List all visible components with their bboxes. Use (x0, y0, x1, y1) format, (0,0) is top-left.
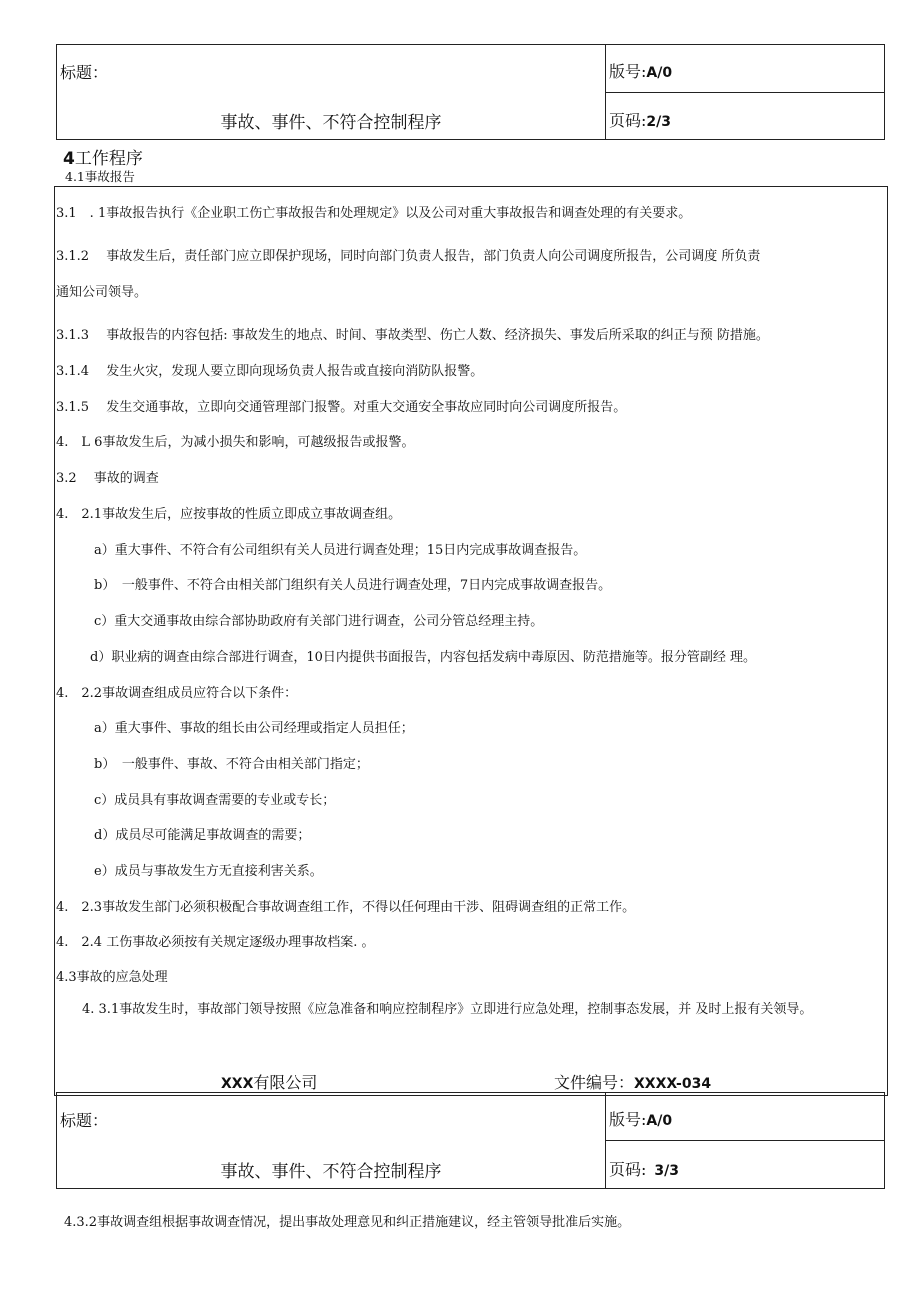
subsection-heading: 4.1事故报告 (65, 169, 135, 184)
paragraph: 4. 2.2事故调查组成员应符合以下条件： (56, 686, 298, 701)
section-heading (63, 144, 143, 169)
list-item: e）成员与事故发生方无直接利害关系。 (94, 864, 323, 879)
page-field (609, 1157, 679, 1180)
document-number-label: 文件编号： (554, 1073, 635, 1092)
row-divider (605, 92, 884, 93)
paragraph: 4. L 6事故发生后，为减小损失和影响，可越级报告或报警。 (56, 435, 415, 450)
list-item: a）重大事件、不符合有公司组织有关人员进行调查处理；15日内完成事故调查报告。 (94, 543, 587, 558)
list-item: d）职业病的调查由综合部进行调查，10日内提供书面报告，内容包括发病中毒原因、防范措施等。报分管副经 理。 (90, 650, 756, 665)
document-title: 事故、事件、不符合控制程序 (220, 1162, 442, 1182)
document-number-value: XXXX-034 (634, 1076, 712, 1092)
document-title: 事故、事件、不符合控制程序 (220, 113, 442, 133)
title-label: 标题： (60, 63, 109, 82)
list-item: b） 一般事件、不符合由相关部门组织有关人员进行调查处理，7日内完成事故调查报告。 (94, 578, 612, 593)
header-table-2 (56, 1092, 885, 1189)
paragraph: 3.1.3 事故报告的内容包括: 事故发生的地点、时间、事故类型、伤亡人数、经济损失、事发后所采取的纠正与预 防措施。 (56, 328, 769, 343)
paragraph: 3.1.2 事故发生后，责任部门应立即保护现场，同时向部门负责人报告，部门负责人向公司调度所报告，公司调度 所负责 (56, 249, 761, 264)
page-value: 3/3 (654, 1163, 680, 1179)
page-label: 页码: (609, 1160, 647, 1179)
paragraph: 3.1.4 发生火灾，发现人要立即向现场负责人报告或直接向消防队报警。 (56, 364, 484, 379)
header-table (56, 44, 885, 140)
list-item: a）重大事件、事故的组长由公司经理或指定人员担任； (94, 721, 414, 736)
content-box (54, 186, 888, 1096)
list-item: c）重大交通事故由综合部协助政府有关部门进行调查，公司分管总经理主持。 (94, 614, 544, 629)
row-divider (605, 1140, 884, 1141)
title-label: 标题： (60, 1111, 109, 1130)
section-title: 工作程序 (74, 149, 143, 169)
paragraph: 4. 2.1事故发生后，应按事故的性质立即成立事故调查组。 (56, 507, 402, 522)
paragraph: 4.3事故的应急处理 (56, 970, 168, 985)
version-value: A/0 (646, 65, 673, 81)
page-field (609, 108, 671, 131)
paragraph: 3.1 . 1事故报告执行《企业职工伤亡事故报告和处理规定》以及公司对重大事故报告和调查处理的有关要求。 (56, 206, 692, 221)
list-item: b） 一般事件、事故、不符合由相关部门指定； (94, 757, 369, 772)
version-value: A/0 (646, 1113, 673, 1129)
section-number: 4 (63, 149, 75, 169)
company-name-bold: XXX (221, 1076, 254, 1092)
page-label: 页码: (609, 111, 647, 130)
paragraph: 4. 3.1事故发生时，事故部门领导按照《应急准备和响应控制程序》立即进行应急处理，控制事态发展，并 及时上报有关领导。 (56, 1002, 813, 1017)
company-name-rest: 有限公司 (253, 1073, 318, 1092)
list-item: d）成员尽可能满足事故调查的需要； (94, 828, 311, 843)
page-value: 2/3 (646, 114, 672, 130)
paragraph: 4. 2.3事故发生部门必须积极配合事故调查组工作，不得以任何理由干涉、阻碍调查组的正常工作。 (56, 900, 636, 915)
version-field (609, 59, 672, 82)
version-label: 版号: (609, 1110, 647, 1129)
tail-paragraph: 4.3.2事故调查组根据事故调查情况，提出事故处理意见和纠正措施建议，经主管领导批准后实施。 (64, 1215, 631, 1230)
list-item: c）成员具有事故调查需要的专业或专长； (94, 793, 336, 808)
paragraph: 3.2 事故的调查 (56, 471, 159, 486)
paragraph: 4. 2.4 工伤事故必须按有关规定逐级办理事故档案. 。 (56, 935, 375, 950)
version-label: 版号: (609, 62, 647, 81)
document-number (554, 1070, 711, 1093)
company-name (221, 1070, 317, 1093)
paragraph: 通知公司领导。 (56, 285, 148, 300)
version-field (609, 1107, 672, 1130)
paragraph: 3.1.5 发生交通事故，立即向交通管理部门报警。对重大交通安全事故应同时向公司调度所报告。 (56, 400, 627, 415)
